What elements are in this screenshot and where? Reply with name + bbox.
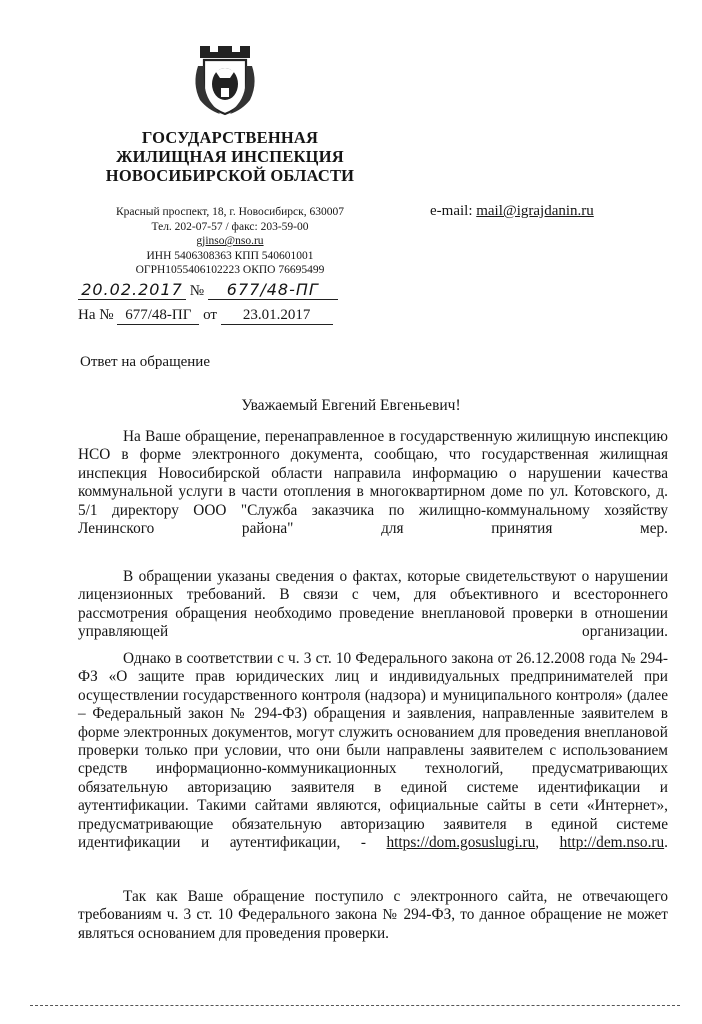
inn-kpp-line: ИНН 5406308363 КПП 540601001	[146, 249, 314, 262]
dem-nso-link[interactable]: http://dem.nso.ru	[559, 834, 665, 852]
organization-name	[95, 128, 365, 185]
link-separator: ,	[535, 834, 540, 852]
address-line: Красный проспект, 18, г. Новосибирск, 630007	[115, 206, 344, 218]
gosuslugi-link[interactable]: https://dom.gosuslugi.ru	[386, 834, 536, 852]
paragraph-text: В обращении указаны сведения о фактах, которые свидетельствуют о нарушении лицензионных требований. В связи с чем, для объективного и всестороннего рассмотрения обращения необходимо проведение внеплановой проверки в отношении управляющей организации.	[78, 568, 668, 641]
recipient-email-link[interactable]: mail@igrajdanin.ru	[476, 203, 594, 219]
page-edge-line	[30, 1005, 680, 1006]
organization-name-line: ГОСУДАРСТВЕННАЯ	[141, 128, 319, 147]
reply-date: 23.01.2017	[221, 307, 333, 325]
recipient-email	[430, 203, 594, 220]
organization-name-line: ЖИЛИЩНАЯ ИНСПЕКЦИЯ	[116, 147, 344, 166]
organization-name-line: НОВОСИБИРСКОЙ ОБЛАСТИ	[105, 166, 355, 185]
reply-from-label: от	[203, 307, 217, 323]
paragraph-4	[78, 888, 668, 943]
ogrn-okpo-line: ОГРН1055406102223 ОКПО 76695499	[135, 264, 325, 276]
email-label: e-mail:	[430, 203, 473, 219]
number-label: №	[189, 283, 205, 299]
paragraph-1	[78, 428, 668, 538]
address-block	[80, 205, 380, 278]
letter-subject: Ответ на обращение	[80, 354, 210, 370]
paragraph-text: Однако в соответствии с ч. 3 ст. 10 Федерального закона от 26.12.2008 года № 294-ФЗ «О защите прав юридических лиц и индивидуальных предпринимателей при осуществлении государственного контроля (надзора) и муниципального контроля» (далее – Федеральный закон № 294-ФЗ) обращения и заявления, направленные заявителем в форме электронных документов, могут служить основанием для проведения внеплановой проверки только при условии, что они были направлены заявителем с использованием средств информационно-коммуникационных технологий, предусматривающих обязательную авторизацию заявителя в единой системе идентификации и аутентификации. Такими сайтами являются, официальные сайты в сети «Интернет», предусматривающие обязательную авторизацию заявителя в единой системе идентификации и аутентификации, -	[78, 650, 668, 852]
coat-of-arms-emblem	[190, 44, 260, 116]
outgoing-reference	[78, 280, 378, 304]
paragraph-3	[78, 650, 668, 852]
link-end: .	[664, 834, 668, 852]
org-email-link[interactable]: gjinso@nso.ru	[196, 235, 264, 247]
outgoing-date: 20.02.2017	[78, 280, 186, 300]
reply-reference	[78, 307, 333, 325]
paragraph-text: На Ваше обращение, перенаправленное в государственную жилищную инспекцию НСО в форме электронного документа, сообщаю, что государственная жилищная инспекция Новосибирской области направила информацию о нарушении качества коммунальной услуги в части отопления в многоквартирном доме по ул. Котовского, д. 5/1 директору ООО "Служба заказчика по жилищно-коммунальному хозяйству Ленинского района" для принятия мер.	[78, 428, 668, 538]
outgoing-number: 677/48-ПГ	[208, 280, 338, 300]
phone-line: Тел. 202-07-57 / факс: 203-59-00	[151, 220, 309, 233]
paragraph-2	[78, 568, 668, 642]
paragraph-text: Так как Ваше обращение поступило с электронного сайта, не отвечающего требованиям ч. 3 ст. 10 Федерального закона № 294-ФЗ, то данное обращение не может являться основанием для проведения проверки.	[78, 888, 668, 942]
reply-number: 677/48-ПГ	[117, 307, 199, 325]
reply-label: На №	[78, 307, 114, 323]
letter-greeting: Уважаемый Евгений Евгеньевич!	[241, 397, 461, 414]
